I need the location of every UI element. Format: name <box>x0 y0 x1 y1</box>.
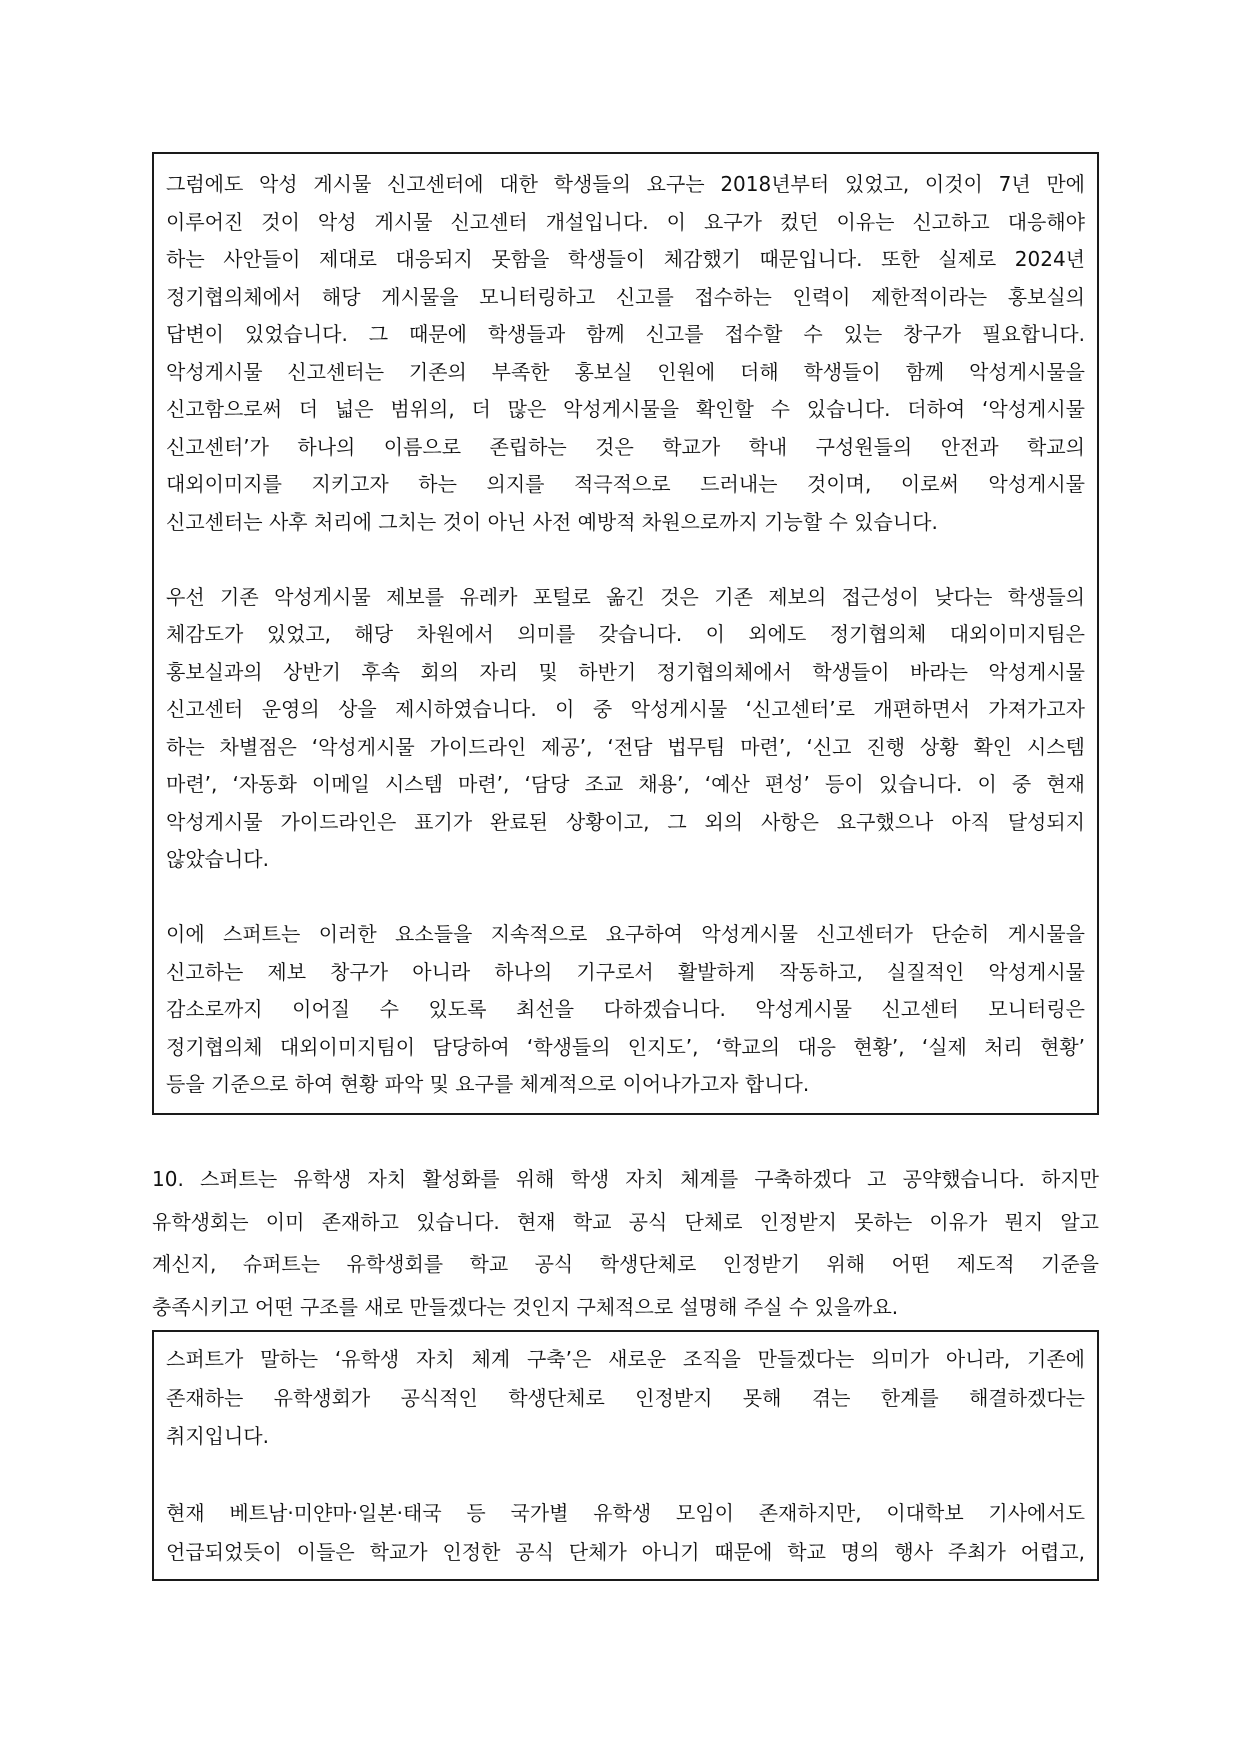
answer-line: 신고센터 운영의 상을 제시하였습니다. 이 중 악성게시물 ‘신고센터’로 개편하면서 가져가고자 <box>166 697 1085 721</box>
question-line: 계신지, 슈퍼트는 유학생회를 학교 공식 학생단체로 인정받기 위해 어떤 제도적 기준을 <box>152 1252 1099 1276</box>
answer-line: 현재 베트남·미얀마·일본·태국 등 국가별 유학생 모임이 존재하지만, 이대학보 기사에서도 <box>166 1501 1085 1525</box>
answer-line: 이루어진 것이 악성 게시물 신고센터 개설입니다. 이 요구가 컸던 이유는 신고하고 대응해야 <box>166 209 1085 234</box>
answer-line: 신고함으로써 더 넓은 범위의, 더 많은 악성게시물을 확인할 수 있습니다. 더하여 ‘악성게시물 <box>166 397 1085 421</box>
answer-line: 그럼에도 악성 게시물 신고센터에 대한 학생들의 요구는 2018년부터 있었고, 이것이 7년 만에 <box>166 172 1085 196</box>
question-line: 10. 스퍼트는 유학생 자치 활성화를 위해 학생 자치 체계를 구축하겠다 고 공약했습니다. 하지만 <box>152 1167 1099 1191</box>
answer-line: 하는 차별점은 ‘악성게시물 가이드라인 제공’, ‘전담 법무팀 마련’, ‘신고 진행 상황 확인 시스템 <box>166 734 1085 759</box>
answer-line: 하는 사안들이 제대로 대응되지 못함을 학생들이 체감했기 때문입니다. 또한 실제로 2024년 <box>166 247 1085 271</box>
answer-line: 홍보실과의 상반기 후속 회의 자리 및 하반기 정기협의체에서 학생들이 바라는 악성게시물 <box>166 659 1085 684</box>
answer-paragraph <box>166 166 1085 541</box>
answer-line: 감소로까지 이어질 수 있도록 최선을 다하겠습니다. 악성게시물 신고센터 모니터링은 <box>166 997 1085 1021</box>
answer-paragraph <box>166 1494 1085 1571</box>
answer-line: 신고하는 제보 창구가 아니라 하나의 기구로서 활발하게 작동하고, 실질적인 악성게시물 <box>166 959 1085 984</box>
question-text <box>152 1158 1099 1328</box>
answer-box <box>152 152 1099 1115</box>
answer-line: 존재하는 유학생회가 공식적인 학생단체로 인정받지 못해 겪는 한계를 해결하겠다는 <box>166 1385 1085 1410</box>
answer-line: 이에 스퍼트는 이러한 요소들을 지속적으로 요구하여 악성게시물 신고센터가 단순히 게시물을 <box>166 922 1085 946</box>
answer-line: 마련’, ‘자동화 이메일 시스템 마련’, ‘담당 조교 채용’, ‘예산 편성’ 등이 있습니다. 이 중 현재 <box>166 772 1085 796</box>
answer-paragraph <box>166 916 1085 1104</box>
answer-line: 대외이미지를 지키고자 하는 의지를 적극적으로 드러내는 것이며, 이로써 악성게시물 <box>166 472 1085 496</box>
question-line: 유학생회는 이미 존재하고 있습니다. 현재 학교 공식 단체로 인정받지 못하는 이유가 뭔지 알고 <box>152 1209 1099 1234</box>
answer-line: 악성게시물 신고센터는 기존의 부족한 홍보실 인원에 더해 학생들이 함께 악성게시물을 <box>166 359 1085 384</box>
question-line: 충족시키고 어떤 구조를 새로 만들겠다는 것인지 구체적으로 설명해 주실 수 있을까요. <box>152 1294 899 1319</box>
answer-line: 체감도가 있었고, 해당 차원에서 의미를 갖습니다. 이 외에도 정기협의체 대외이미지팀은 <box>166 622 1085 646</box>
answer-paragraph <box>166 1340 1085 1456</box>
answer-line: 않았습니다. <box>166 847 269 871</box>
answer-line: 신고센터’가 하나의 이름으로 존립하는 것은 학교가 학내 구성원들의 안전과 학교의 <box>166 434 1085 459</box>
answer-box <box>152 1330 1099 1581</box>
answer-line: 정기협의체 대외이미지팀이 담당하여 ‘학생들의 인지도’, ‘학교의 대응 현황’, ‘실제 처리 현황’ <box>166 1034 1085 1059</box>
answer-paragraph <box>166 579 1085 879</box>
answer-line: 취지입니다. <box>166 1424 269 1448</box>
answer-line: 언급되었듯이 이들은 학교가 인정한 공식 단체가 아니기 때문에 학교 명의 행사 주최가 어렵고, <box>166 1539 1085 1564</box>
answer-line: 우선 기존 악성게시물 제보를 유레카 포털로 옮긴 것은 기존 제보의 접근성이 낮다는 학생들의 <box>166 584 1085 609</box>
answer-line: 신고센터는 사후 처리에 그치는 것이 아닌 사전 예방적 차원으로까지 기능할 수 있습니다. <box>166 509 938 534</box>
answer-line: 등을 기준으로 하여 현황 파악 및 요구를 체계적으로 이어나가고자 합니다. <box>166 1072 810 1096</box>
answer-line: 정기협의체에서 해당 게시물을 모니터링하고 신고를 접수하는 인력이 제한적이라는 홍보실의 <box>166 284 1085 309</box>
answer-line: 답변이 있었습니다. 그 때문에 학생들과 함께 신고를 접수할 수 있는 창구가 필요합니다. <box>166 322 1085 346</box>
answer-line: 악성게시물 가이드라인은 표기가 완료된 상황이고, 그 외의 사항은 요구했으나 아직 달성되지 <box>166 809 1085 834</box>
answer-line: 스퍼트가 말하는 ‘유학생 자치 체계 구축’은 새로운 조직을 만들겠다는 의미가 아니라, 기존에 <box>166 1347 1085 1371</box>
